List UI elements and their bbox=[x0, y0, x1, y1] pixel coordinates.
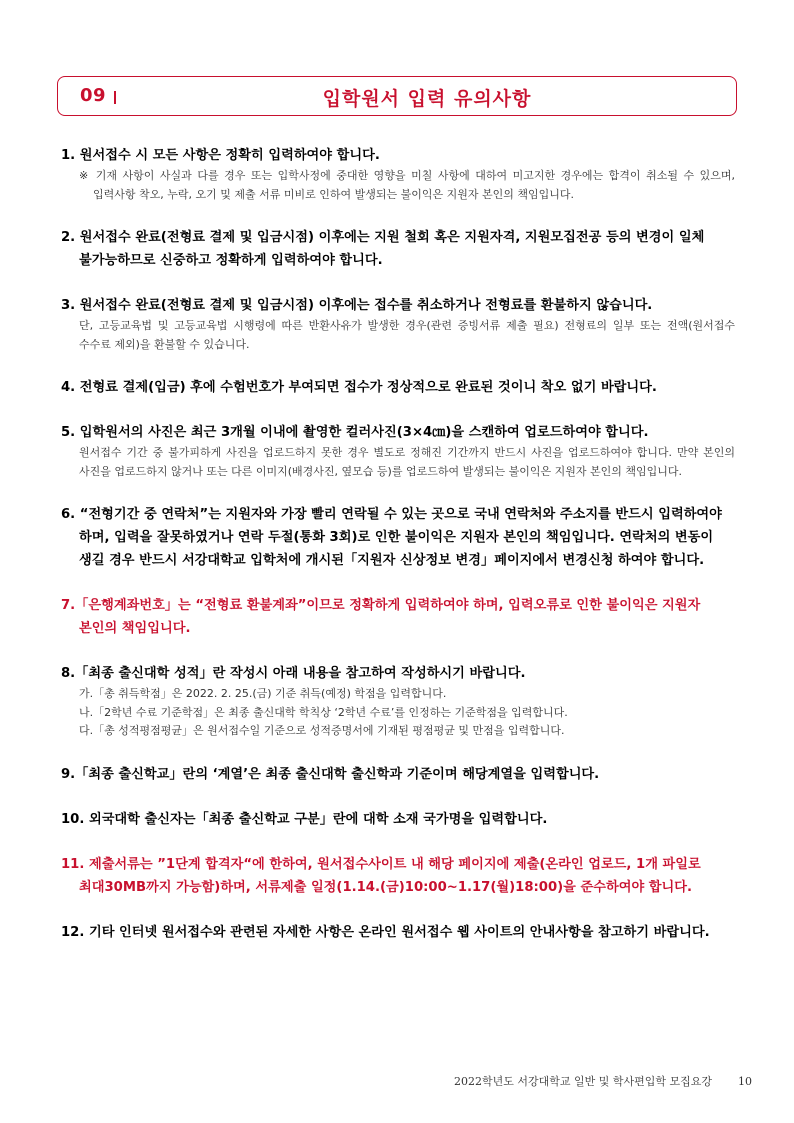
notice-detail: 가.「총 취득학점」은 2022. 2. 25.(금) 기준 취득(예정) 학점을 입력합니다. bbox=[79, 687, 447, 700]
notice-heading: 8.「최종 출신대학 성적」란 작성시 아래 내용을 참고하여 작성하시기 바랍니다. bbox=[61, 666, 526, 681]
notice-heading: 11. 제출서류는 ”1단계 합격자“에 한하여, 원서접수사이트 내 해당 페이지에 제출(온라인 업로드, 1개 파일로 최대30MB까지 가능함)하며, 서류제출 일정(1.14.(금)10:00~1.17(월)18:00)을 준수하여야 합니다. bbox=[61, 856, 701, 895]
notice-item-highlight bbox=[61, 594, 735, 640]
notice-item bbox=[61, 763, 735, 786]
notice-heading: 5. 입학원서의 사진은 최근 3개월 이내에 촬영한 컬러사진(3×4㎝)을 스캔하여 업로드하여야 합니다. bbox=[61, 425, 649, 440]
notice-detail: 다.「총 성적평점평균」은 원서접수일 기준으로 성적증명서에 기재된 평점평균 및 만점을 입력합니다. bbox=[79, 724, 565, 737]
notice-item bbox=[61, 226, 735, 272]
notice-detail: 단, 고등교육법 및 고등교육법 시행령에 따른 반환사유가 발생한 경우(관련 증빙서류 제출 필요) 전형료의 일부 또는 전액(원서접수 수수료 제외)을 환불할 수 있습니다. bbox=[79, 319, 735, 351]
footer-title: 2022학년도 서강대학교 일반 및 학사편입학 모집요강 bbox=[454, 1075, 712, 1088]
notice-heading: 6. “전형기간 중 연락처”는 지원자와 가장 빨리 연락될 수 있는 곳으로 국내 연락처와 주소지를 반드시 입력하여야 하며, 입력을 잘못하였거나 연락 두절(통화 3회)로 인한 불이익은 지원자 본인의 책임입니다. 연락처의 변동이 생길 경우 반드시 서강대학교 입학처에 개시된「지원자 신상정보 변경」페이지에서 변경신청 하여야 합니다. bbox=[61, 507, 722, 568]
notice-item bbox=[61, 921, 735, 944]
notice-item bbox=[61, 376, 735, 399]
section-header bbox=[57, 76, 737, 116]
notice-item-highlight bbox=[61, 853, 735, 899]
notice-heading: 1. 원서접수 시 모든 사항은 정확히 입력하여야 합니다. bbox=[61, 148, 380, 163]
header-divider bbox=[114, 91, 116, 104]
section-title: 입학원서 입력 유의사항 bbox=[322, 88, 532, 110]
notice-heading: 12. 기타 인터넷 원서접수와 관련된 자세한 사항은 온라인 원서접수 웹 사이트의 안내사항을 참고하기 바랍니다. bbox=[61, 924, 710, 940]
page-number: 10 bbox=[738, 1075, 752, 1088]
notice-item bbox=[61, 662, 735, 741]
notice-heading: 4. 전형료 결제(입금) 후에 수험번호가 부여되면 접수가 정상적으로 완료된 것이니 착오 없기 바랍니다. bbox=[61, 380, 657, 395]
notice-detail: 나.「2학년 수료 기준학점」은 최종 출신대학 학칙상 ‘2학년 수료’를 인정하는 기준학점을 입력합니다. bbox=[79, 705, 568, 719]
notice-heading: 3. 원서접수 완료(전형료 결제 및 입금시점) 이후에는 접수를 취소하거나 전형료를 환불하지 않습니다. bbox=[61, 298, 653, 313]
notice-detail: ※ 기재 사항이 사실과 다를 경우 또는 입학사정에 중대한 영향을 미칠 사항에 대하여 미고지한 경우에는 합격이 취소될 수 있으며, 입력사항 착오, 누락, 오기 및 제출 서류 미비로 인하여 발생되는 불이익은 지원자 본인의 책임입니다. bbox=[79, 169, 735, 201]
notice-item bbox=[61, 503, 735, 572]
notice-item bbox=[61, 808, 735, 831]
notice-heading: 2. 원서접수 완료(전형료 결제 및 입금시점) 이후에는 지원 철회 혹은 지원자격, 지원모집전공 등의 변경이 일체 불가능하므로 신중하고 정확하게 입력하여야 합니다. bbox=[61, 230, 705, 268]
notice-heading: 10. 외국대학 출신자는「최종 출신학교 구분」란에 대학 소재 국가명을 입력합니다. bbox=[61, 811, 548, 827]
notice-detail: 원서접수 기간 중 불가피하게 사진을 업로드하지 못한 경우 별도로 정해진 기간까지 반드시 사진을 업로드하여야 합니다. 만약 본인의 사진을 업로드하지 않거나 또는 다른 이미지(배경사진, 옆모습 등)를 업로드하여 발생되는 불이익은 지원자 본인의 책임입니다. bbox=[79, 446, 735, 478]
notice-heading: 7.「은행계좌번호」는 “전형료 환불계좌”이므로 정확하게 입력하여야 하며, 입력오류로 인한 불이익은 지원자 본인의 책임입니다. bbox=[61, 598, 701, 636]
page-footer bbox=[454, 1073, 752, 1089]
notice-item bbox=[61, 294, 735, 354]
notice-item bbox=[61, 421, 735, 481]
notice-list bbox=[61, 144, 735, 966]
notice-item bbox=[61, 144, 735, 204]
notice-heading: 9.「최종 출신학교」란의 ‘계열’은 최종 출신대학 출신학과 기준이며 해당계열을 입력합니다. bbox=[61, 766, 600, 782]
section-number: 09 bbox=[80, 85, 107, 106]
